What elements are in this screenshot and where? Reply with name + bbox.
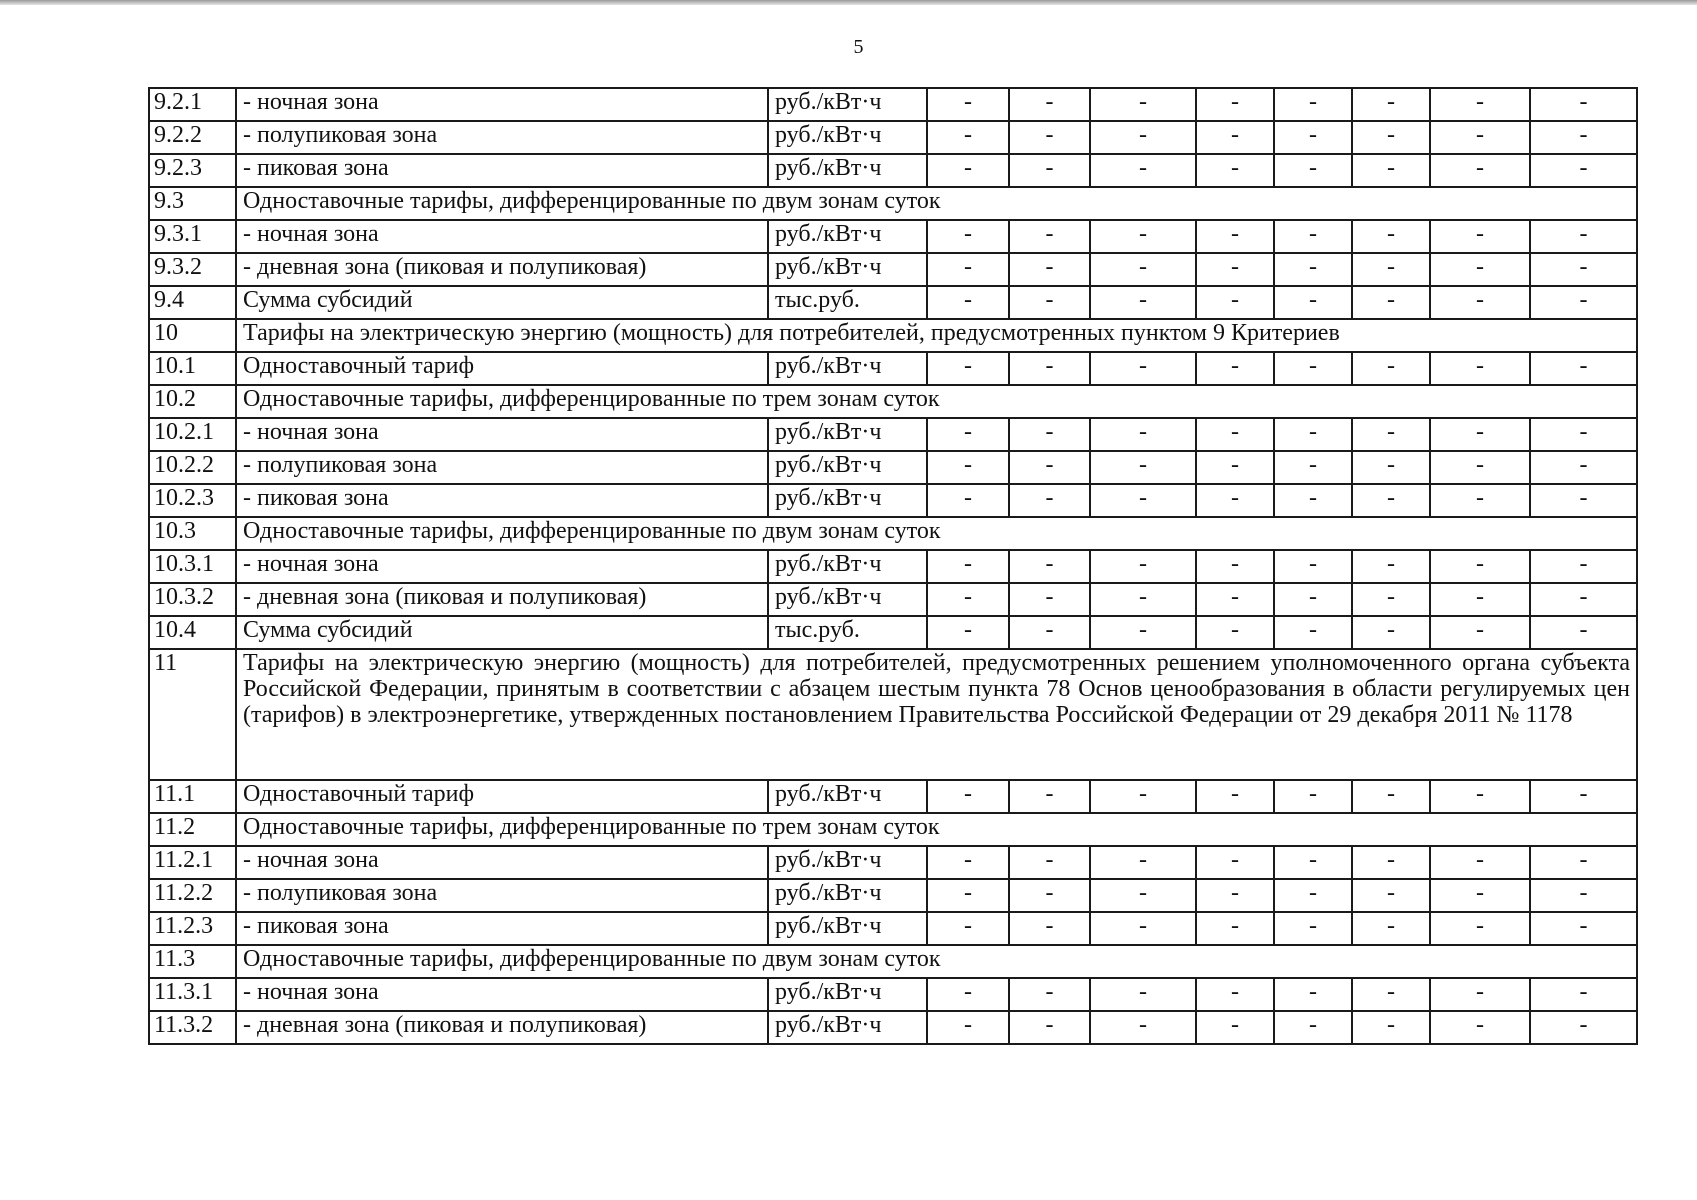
row-unit: руб./кВт·ч (768, 550, 927, 583)
value-cell: - (1009, 484, 1090, 517)
value-cell: - (927, 286, 1009, 319)
row-number: 11.3.1 (149, 978, 236, 1011)
value-cell: - (1530, 780, 1637, 813)
value-cell: - (1090, 978, 1196, 1011)
row-number: 11 (149, 649, 236, 780)
table-row (149, 418, 1637, 451)
value-cell: - (1196, 484, 1274, 517)
table-row (149, 550, 1637, 583)
value-cell: - (1009, 154, 1090, 187)
value-cell: - (1009, 220, 1090, 253)
value-cell: - (1352, 1011, 1430, 1044)
value-cell: - (1009, 121, 1090, 154)
row-unit: руб./кВт·ч (768, 484, 927, 517)
row-unit: тыс.руб. (768, 286, 927, 319)
value-cell: - (927, 451, 1009, 484)
row-number: 9.3.1 (149, 220, 236, 253)
value-cell: - (1530, 616, 1637, 649)
table-section-row (149, 813, 1637, 846)
row-label: - полупиковая зона (236, 121, 768, 154)
row-label: Сумма субсидий (236, 286, 768, 319)
section-title: Одноставочные тарифы, дифференцированные по двум зонам суток (236, 187, 1637, 220)
value-cell: - (1274, 121, 1352, 154)
section-title: Тарифы на электрическую энергию (мощность) для потребителей, предусмотренных пунктом 9 Критериев (236, 319, 1637, 352)
value-cell: - (1009, 583, 1090, 616)
value-cell: - (1430, 780, 1530, 813)
value-cell: - (927, 616, 1009, 649)
section-title: Тарифы на электрическую энергию (мощность) для потребителей, предусмотренных решением уполномоченного органа субъекта Российской Федерации, принятым в соответствии с абзацем шестым пункта 78 Основ ценообразования в области регулируемых цен (тарифов) в электроэнергетике, утвержденных постановлением Правительства Российской Федерации от 29 декабря 2011 № 1178 (236, 649, 1637, 780)
row-label: - пиковая зона (236, 154, 768, 187)
value-cell: - (1430, 583, 1530, 616)
row-label: - полупиковая зона (236, 879, 768, 912)
row-label: - ночная зона (236, 550, 768, 583)
value-cell: - (1274, 550, 1352, 583)
value-cell: - (1430, 154, 1530, 187)
value-cell: - (1352, 550, 1430, 583)
value-cell: - (1352, 484, 1430, 517)
value-cell: - (1352, 780, 1430, 813)
value-cell: - (1430, 846, 1530, 879)
value-cell: - (1009, 550, 1090, 583)
value-cell: - (1196, 1011, 1274, 1044)
value-cell: - (1352, 978, 1430, 1011)
table-section-row (149, 385, 1637, 418)
value-cell: - (1196, 550, 1274, 583)
value-cell: - (1009, 451, 1090, 484)
value-cell: - (1196, 352, 1274, 385)
value-cell: - (1430, 352, 1530, 385)
table-section-row (149, 187, 1637, 220)
row-unit: руб./кВт·ч (768, 451, 927, 484)
value-cell: - (1090, 550, 1196, 583)
row-label: - дневная зона (пиковая и полупиковая) (236, 253, 768, 286)
row-label: Одноставочный тариф (236, 352, 768, 385)
value-cell: - (927, 978, 1009, 1011)
value-cell: - (1430, 616, 1530, 649)
value-cell: - (1196, 286, 1274, 319)
value-cell: - (1430, 286, 1530, 319)
value-cell: - (1352, 352, 1430, 385)
value-cell: - (927, 352, 1009, 385)
value-cell: - (1530, 846, 1637, 879)
scan-top-edge (0, 0, 1697, 5)
value-cell: - (1090, 846, 1196, 879)
value-cell: - (927, 484, 1009, 517)
value-cell: - (1430, 978, 1530, 1011)
value-cell: - (927, 1011, 1009, 1044)
value-cell: - (1274, 978, 1352, 1011)
row-number: 11.1 (149, 780, 236, 813)
value-cell: - (1430, 220, 1530, 253)
section-title: Одноставочные тарифы, дифференцированные по трем зонам суток (236, 813, 1637, 846)
value-cell: - (1352, 879, 1430, 912)
value-cell: - (1352, 418, 1430, 451)
value-cell: - (1274, 912, 1352, 945)
value-cell: - (1090, 121, 1196, 154)
table-section-row (149, 517, 1637, 550)
table-row (149, 780, 1637, 813)
row-number: 11.2 (149, 813, 236, 846)
row-number: 10.1 (149, 352, 236, 385)
row-unit: руб./кВт·ч (768, 352, 927, 385)
row-label: - пиковая зона (236, 912, 768, 945)
table-body (149, 88, 1637, 1044)
value-cell: - (1196, 451, 1274, 484)
section-title: Одноставочные тарифы, дифференцированные по двум зонам суток (236, 945, 1637, 978)
row-number: 10.3 (149, 517, 236, 550)
value-cell: - (927, 780, 1009, 813)
value-cell: - (1274, 484, 1352, 517)
table-row (149, 583, 1637, 616)
row-unit: руб./кВт·ч (768, 418, 927, 451)
table-row (149, 616, 1637, 649)
row-number: 9.2.1 (149, 88, 236, 121)
value-cell: - (1430, 88, 1530, 121)
row-label: - ночная зона (236, 220, 768, 253)
value-cell: - (1430, 121, 1530, 154)
value-cell: - (1196, 879, 1274, 912)
value-cell: - (1009, 352, 1090, 385)
table-row (149, 484, 1637, 517)
value-cell: - (927, 220, 1009, 253)
value-cell: - (1274, 286, 1352, 319)
value-cell: - (1196, 253, 1274, 286)
value-cell: - (1274, 879, 1352, 912)
value-cell: - (1530, 352, 1637, 385)
value-cell: - (1530, 583, 1637, 616)
table-row (149, 451, 1637, 484)
table-row (149, 912, 1637, 945)
row-number: 11.3 (149, 945, 236, 978)
value-cell: - (1090, 912, 1196, 945)
row-label: - пиковая зона (236, 484, 768, 517)
value-cell: - (1196, 154, 1274, 187)
row-label: - дневная зона (пиковая и полупиковая) (236, 1011, 768, 1044)
value-cell: - (927, 418, 1009, 451)
value-cell: - (1196, 846, 1274, 879)
table-row (149, 121, 1637, 154)
row-unit: руб./кВт·ч (768, 780, 927, 813)
value-cell: - (1196, 418, 1274, 451)
value-cell: - (927, 154, 1009, 187)
row-number: 10.2.3 (149, 484, 236, 517)
value-cell: - (1196, 616, 1274, 649)
row-label: Сумма субсидий (236, 616, 768, 649)
value-cell: - (1274, 780, 1352, 813)
table-row (149, 978, 1637, 1011)
table-section-row (149, 945, 1637, 978)
row-unit: руб./кВт·ч (768, 978, 927, 1011)
row-label: Одноставочный тариф (236, 780, 768, 813)
row-label: - дневная зона (пиковая и полупиковая) (236, 583, 768, 616)
value-cell: - (1009, 846, 1090, 879)
value-cell: - (1530, 286, 1637, 319)
value-cell: - (1090, 879, 1196, 912)
value-cell: - (927, 550, 1009, 583)
table-row (149, 352, 1637, 385)
value-cell: - (1352, 286, 1430, 319)
value-cell: - (1530, 253, 1637, 286)
value-cell: - (1009, 780, 1090, 813)
row-number: 10 (149, 319, 236, 352)
value-cell: - (1530, 879, 1637, 912)
row-number: 11.2.3 (149, 912, 236, 945)
value-cell: - (1090, 418, 1196, 451)
row-number: 10.4 (149, 616, 236, 649)
row-unit: руб./кВт·ч (768, 1011, 927, 1044)
value-cell: - (1009, 418, 1090, 451)
value-cell: - (927, 88, 1009, 121)
value-cell: - (1196, 978, 1274, 1011)
row-number: 10.2.2 (149, 451, 236, 484)
row-number: 9.4 (149, 286, 236, 319)
value-cell: - (1530, 1011, 1637, 1044)
value-cell: - (1274, 451, 1352, 484)
row-number: 9.3 (149, 187, 236, 220)
row-unit: руб./кВт·ч (768, 846, 927, 879)
value-cell: - (1090, 88, 1196, 121)
value-cell: - (1530, 484, 1637, 517)
value-cell: - (1530, 550, 1637, 583)
table-row (149, 253, 1637, 286)
row-label: - ночная зона (236, 88, 768, 121)
value-cell: - (1196, 88, 1274, 121)
value-cell: - (1430, 912, 1530, 945)
row-number: 10.3.1 (149, 550, 236, 583)
value-cell: - (1352, 912, 1430, 945)
row-unit: руб./кВт·ч (768, 121, 927, 154)
value-cell: - (1009, 912, 1090, 945)
value-cell: - (1196, 780, 1274, 813)
value-cell: - (1274, 220, 1352, 253)
table-row (149, 846, 1637, 879)
row-number: 10.2.1 (149, 418, 236, 451)
table-row (149, 1011, 1637, 1044)
value-cell: - (1530, 451, 1637, 484)
value-cell: - (1274, 154, 1352, 187)
row-number: 11.2.2 (149, 879, 236, 912)
value-cell: - (1274, 352, 1352, 385)
value-cell: - (1530, 418, 1637, 451)
value-cell: - (1430, 550, 1530, 583)
value-cell: - (927, 912, 1009, 945)
value-cell: - (1009, 1011, 1090, 1044)
value-cell: - (1196, 220, 1274, 253)
row-label: - полупиковая зона (236, 451, 768, 484)
table-section-row (149, 319, 1637, 352)
value-cell: - (1430, 451, 1530, 484)
section-title: Одноставочные тарифы, дифференцированные по двум зонам суток (236, 517, 1637, 550)
value-cell: - (927, 121, 1009, 154)
value-cell: - (1090, 286, 1196, 319)
row-number: 10.2 (149, 385, 236, 418)
value-cell: - (1090, 1011, 1196, 1044)
value-cell: - (1274, 418, 1352, 451)
row-unit: тыс.руб. (768, 616, 927, 649)
table-row (149, 88, 1637, 121)
value-cell: - (1009, 286, 1090, 319)
value-cell: - (927, 846, 1009, 879)
row-unit: руб./кВт·ч (768, 583, 927, 616)
value-cell: - (1352, 451, 1430, 484)
value-cell: - (1430, 418, 1530, 451)
row-unit: руб./кВт·ч (768, 88, 927, 121)
table-row (149, 879, 1637, 912)
value-cell: - (1196, 912, 1274, 945)
value-cell: - (1009, 879, 1090, 912)
value-cell: - (1352, 121, 1430, 154)
value-cell: - (1430, 253, 1530, 286)
value-cell: - (1090, 780, 1196, 813)
row-unit: руб./кВт·ч (768, 154, 927, 187)
value-cell: - (1090, 484, 1196, 517)
value-cell: - (1430, 1011, 1530, 1044)
value-cell: - (1352, 616, 1430, 649)
row-label: - ночная зона (236, 846, 768, 879)
row-number: 10.3.2 (149, 583, 236, 616)
value-cell: - (1090, 352, 1196, 385)
table-row (149, 154, 1637, 187)
row-number: 11.2.1 (149, 846, 236, 879)
value-cell: - (1274, 583, 1352, 616)
value-cell: - (1090, 616, 1196, 649)
tariff-table (148, 87, 1638, 1045)
row-unit: руб./кВт·ч (768, 912, 927, 945)
value-cell: - (1009, 978, 1090, 1011)
value-cell: - (1274, 1011, 1352, 1044)
value-cell: - (927, 879, 1009, 912)
value-cell: - (1530, 220, 1637, 253)
value-cell: - (1090, 583, 1196, 616)
value-cell: - (1274, 88, 1352, 121)
value-cell: - (1352, 846, 1430, 879)
value-cell: - (1274, 846, 1352, 879)
value-cell: - (1430, 484, 1530, 517)
value-cell: - (1530, 978, 1637, 1011)
value-cell: - (1009, 616, 1090, 649)
value-cell: - (1274, 616, 1352, 649)
value-cell: - (1352, 88, 1430, 121)
value-cell: - (1530, 912, 1637, 945)
value-cell: - (1352, 154, 1430, 187)
value-cell: - (1090, 154, 1196, 187)
value-cell: - (1274, 253, 1352, 286)
value-cell: - (1352, 253, 1430, 286)
row-label: - ночная зона (236, 978, 768, 1011)
value-cell: - (1009, 88, 1090, 121)
row-number: 9.3.2 (149, 253, 236, 286)
value-cell: - (1530, 121, 1637, 154)
value-cell: - (1530, 154, 1637, 187)
table-row (149, 286, 1637, 319)
page-number: 5 (853, 36, 864, 58)
row-unit: руб./кВт·ч (768, 879, 927, 912)
value-cell: - (1352, 583, 1430, 616)
value-cell: - (1090, 220, 1196, 253)
value-cell: - (1430, 879, 1530, 912)
value-cell: - (1090, 253, 1196, 286)
value-cell: - (1196, 583, 1274, 616)
row-number: 9.2.3 (149, 154, 236, 187)
table-row (149, 220, 1637, 253)
row-number: 11.3.2 (149, 1011, 236, 1044)
value-cell: - (1090, 451, 1196, 484)
table-section-row (149, 649, 1637, 780)
value-cell: - (927, 583, 1009, 616)
value-cell: - (1530, 88, 1637, 121)
value-cell: - (1196, 121, 1274, 154)
value-cell: - (1009, 253, 1090, 286)
section-title: Одноставочные тарифы, дифференцированные по трем зонам суток (236, 385, 1637, 418)
value-cell: - (927, 253, 1009, 286)
row-unit: руб./кВт·ч (768, 220, 927, 253)
row-label: - ночная зона (236, 418, 768, 451)
value-cell: - (1352, 220, 1430, 253)
row-unit: руб./кВт·ч (768, 253, 927, 286)
row-number: 9.2.2 (149, 121, 236, 154)
